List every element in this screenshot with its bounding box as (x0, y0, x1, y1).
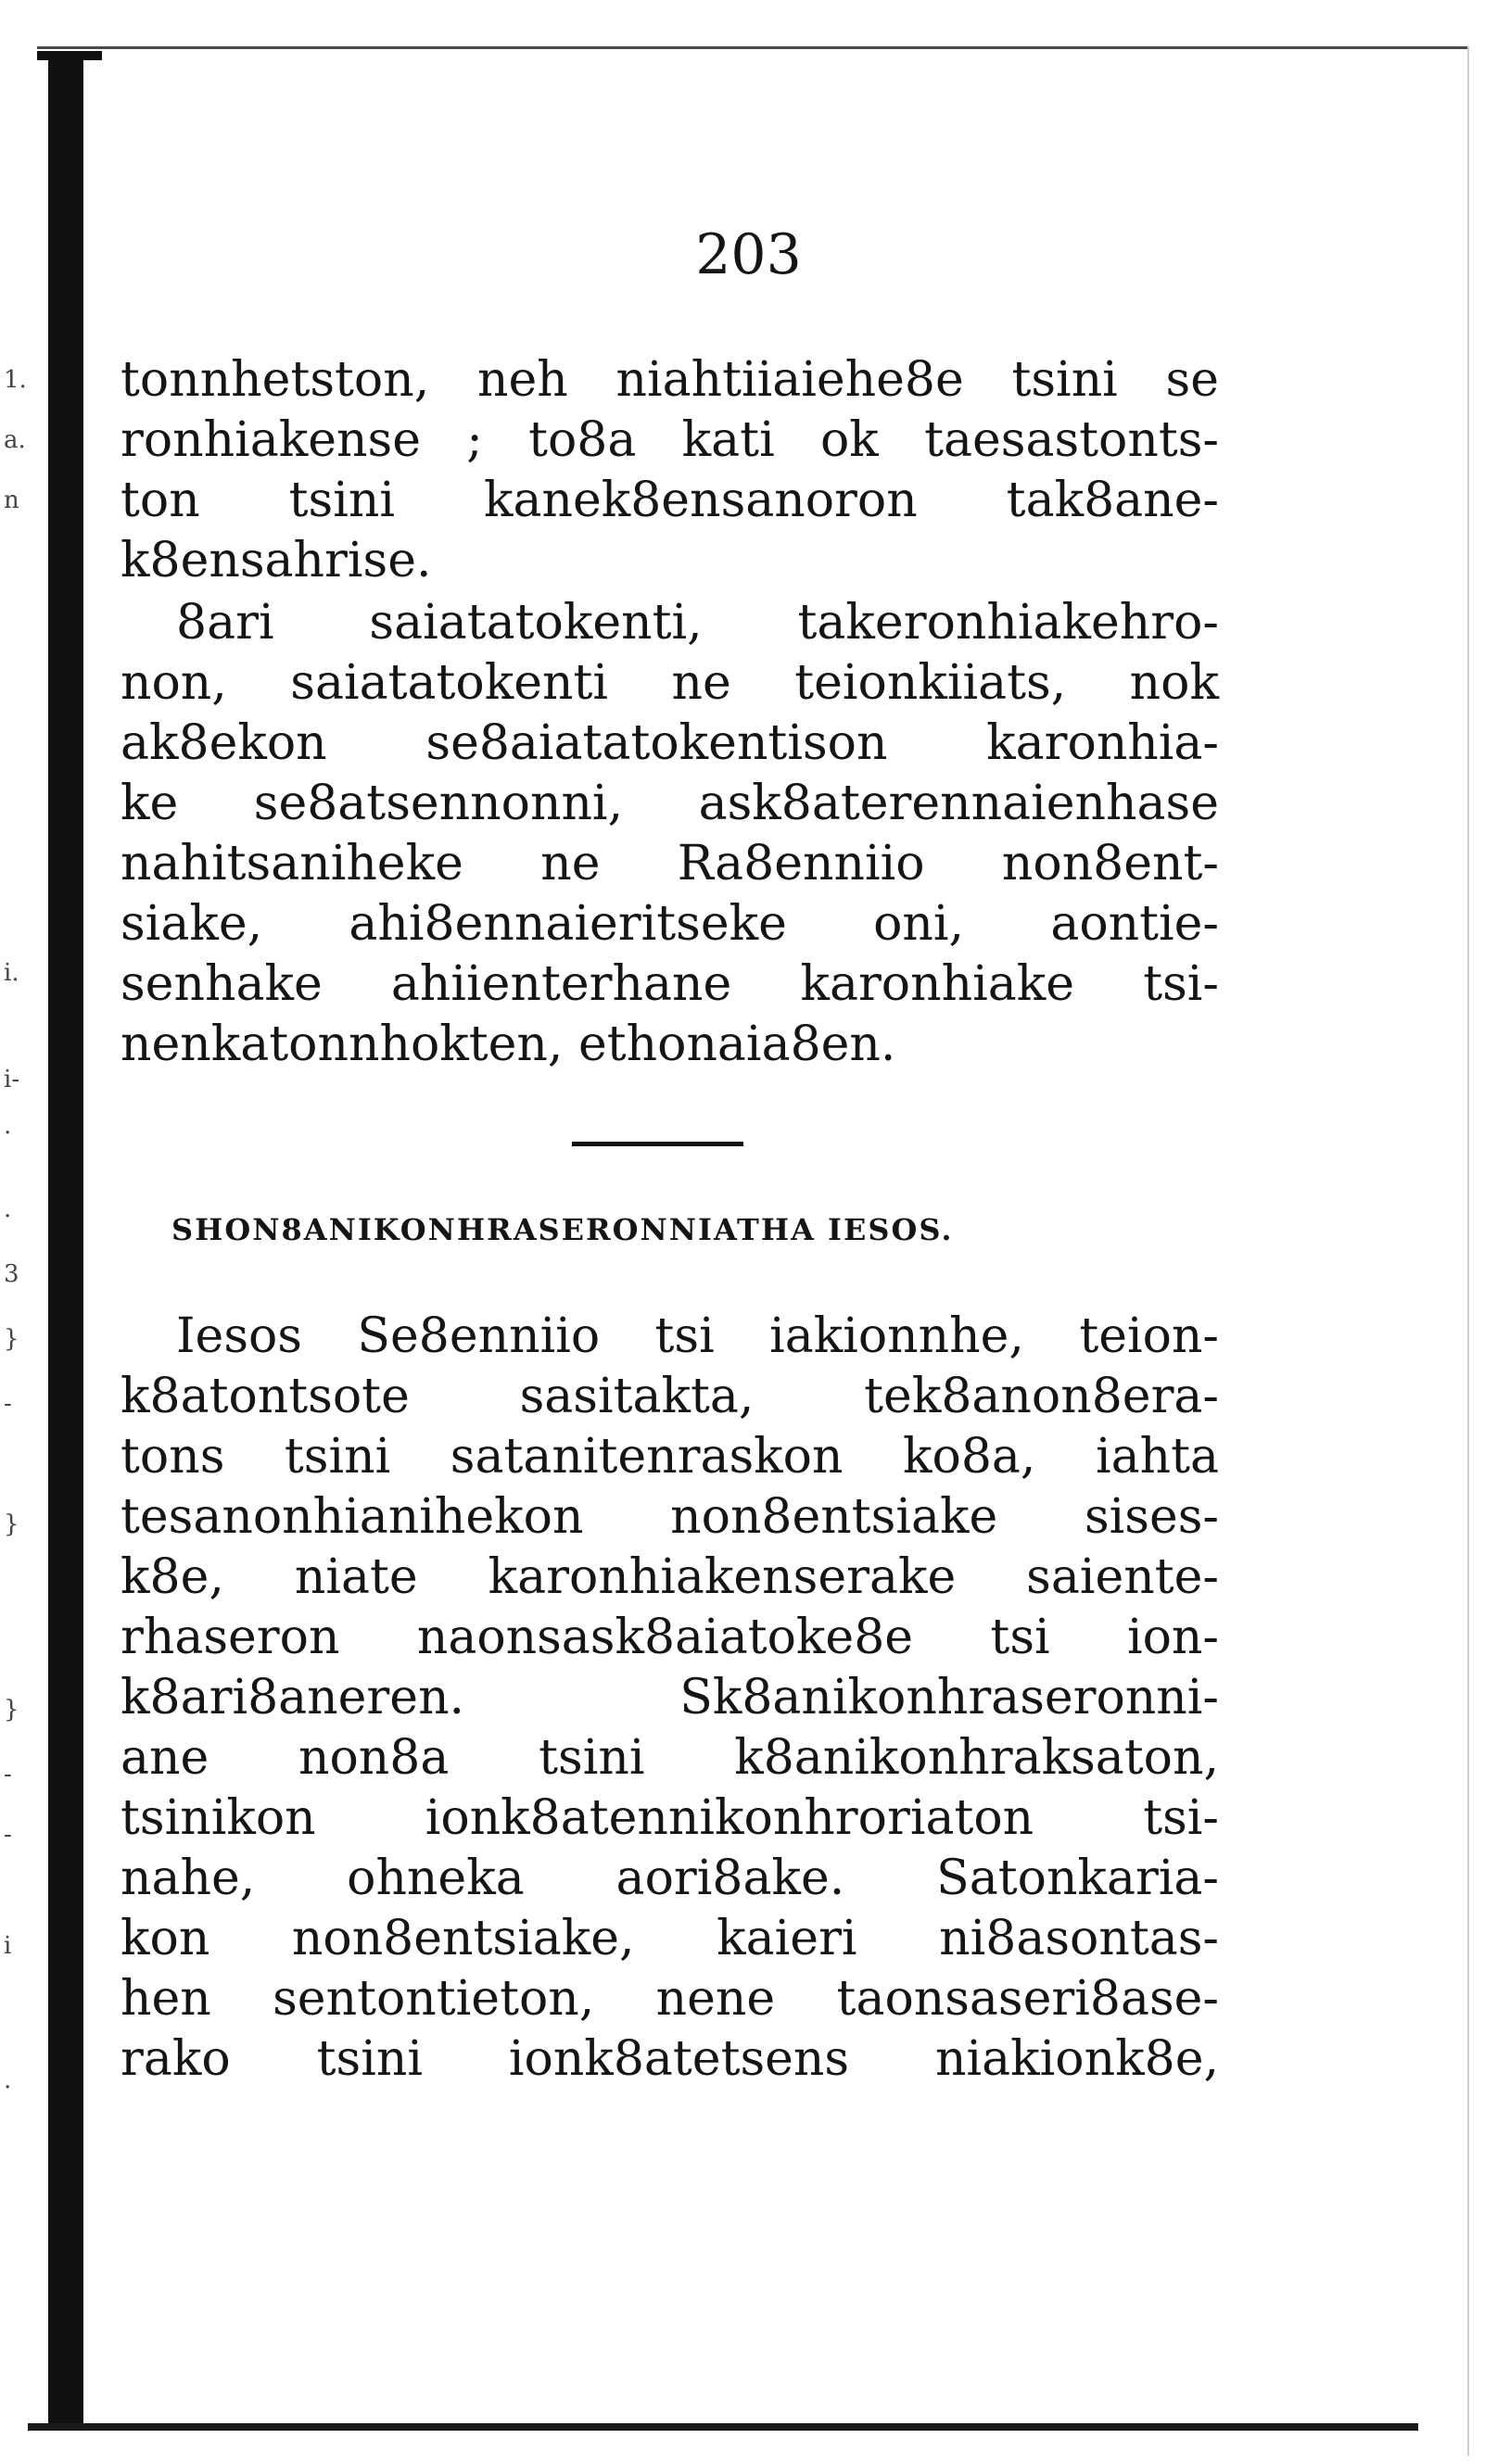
text-line: non, saiatatokenti ne teionkiiats, nok (121, 655, 1219, 711)
bottom-border-rule (28, 2423, 1418, 2431)
paragraph-1 (121, 350, 1219, 591)
text-line: k8atontsote sasitakta, tek8anon8era- (121, 1369, 1219, 1424)
text-line: k8e, niate karonhiakenserake saiente- (121, 1549, 1219, 1605)
margin-fragment: } (4, 1510, 19, 1538)
top-border-rule (37, 46, 1469, 49)
text-line: hen sentontieton, nene taonsaseri8ase- (121, 1971, 1219, 2027)
margin-fragment: i (4, 1932, 12, 1960)
margin-fragment: - (4, 1761, 12, 1788)
margin-fragment: . (4, 1195, 12, 1223)
margin-fragment: - (4, 1390, 12, 1418)
margin-fragment: - (4, 1821, 12, 1849)
text-line: nahe, ohneka aori8ake. Satonkaria- (121, 1851, 1219, 1906)
text-line: 8ari saiatatokenti, takeronhiakehro- (176, 595, 1219, 651)
margin-fragment: a. (4, 426, 26, 454)
margin-fragment: } (4, 1325, 19, 1353)
text-line: kon non8entsiake, kaieri ni8asontas- (121, 1911, 1219, 1966)
margin-fragment: i. (4, 959, 19, 987)
text-line: nahitsaniheke ne Ra8enniio non8ent- (121, 836, 1219, 891)
page-number: 203 (695, 222, 802, 287)
text-line: senhake ahiienterhane karonhiake tsi- (121, 956, 1219, 1012)
text-line: tesanonhianihekon non8entsiake sises- (121, 1489, 1219, 1545)
text-line: ronhiakense ; to8a kati ok taesastonts- (121, 412, 1219, 468)
margin-fragment: } (4, 1696, 19, 1724)
margin-fragment: 1. (4, 366, 27, 394)
text-line: ak8ekon se8aiatatokentison karonhia- (121, 715, 1219, 771)
text-line: tons tsini satanitenraskon ko8a, iahta (121, 1429, 1219, 1485)
right-border-rule (1467, 46, 1469, 2456)
text-line: ton tsini kanek8ensanoron tak8ane- (121, 473, 1219, 528)
paragraph-2 (121, 593, 1219, 1075)
section-heading: SHON8ANIKONHRASERONNIATHA IESOS. (171, 1212, 954, 1247)
margin-fragment: i- (4, 1066, 20, 1093)
text-line: Iesos Se8enniio tsi iakionnhe, teion- (176, 1308, 1219, 1364)
section-divider (572, 1142, 743, 1146)
text-line: ane non8a tsini k8anikonhraksaton, (121, 1730, 1219, 1786)
paragraph-3 (121, 1307, 1219, 2090)
margin-fragment: . (4, 2066, 12, 2094)
text-line: rhaseron naonsask8aiatoke8e tsi ion- (121, 1610, 1219, 1665)
text-line: tonnhetston, neh niahtiiaiehe8e tsini se (121, 352, 1219, 408)
text-line: siake, ahi8ennaieritseke oni, aontie- (121, 896, 1219, 952)
margin-fragment: n (4, 486, 19, 514)
text-line: k8ari8aneren. Sk8anikonhraseronni- (121, 1670, 1219, 1725)
text-line: tsinikon ionk8atennikonhroriaton tsi- (121, 1790, 1219, 1846)
text-line: rako tsini ionk8atetsens niakionk8e, (121, 2031, 1219, 2087)
margin-fragment: 3 (4, 1260, 19, 1288)
binding-spine (48, 56, 83, 2428)
text-line: nenkatonnhokten, ethonaia8en. (121, 1017, 896, 1072)
margin-fragment: . (4, 1112, 12, 1140)
text-line: k8ensahrise. (121, 533, 432, 588)
text-line: ke se8atsennonni, ask8aterennaienhase (121, 776, 1219, 831)
